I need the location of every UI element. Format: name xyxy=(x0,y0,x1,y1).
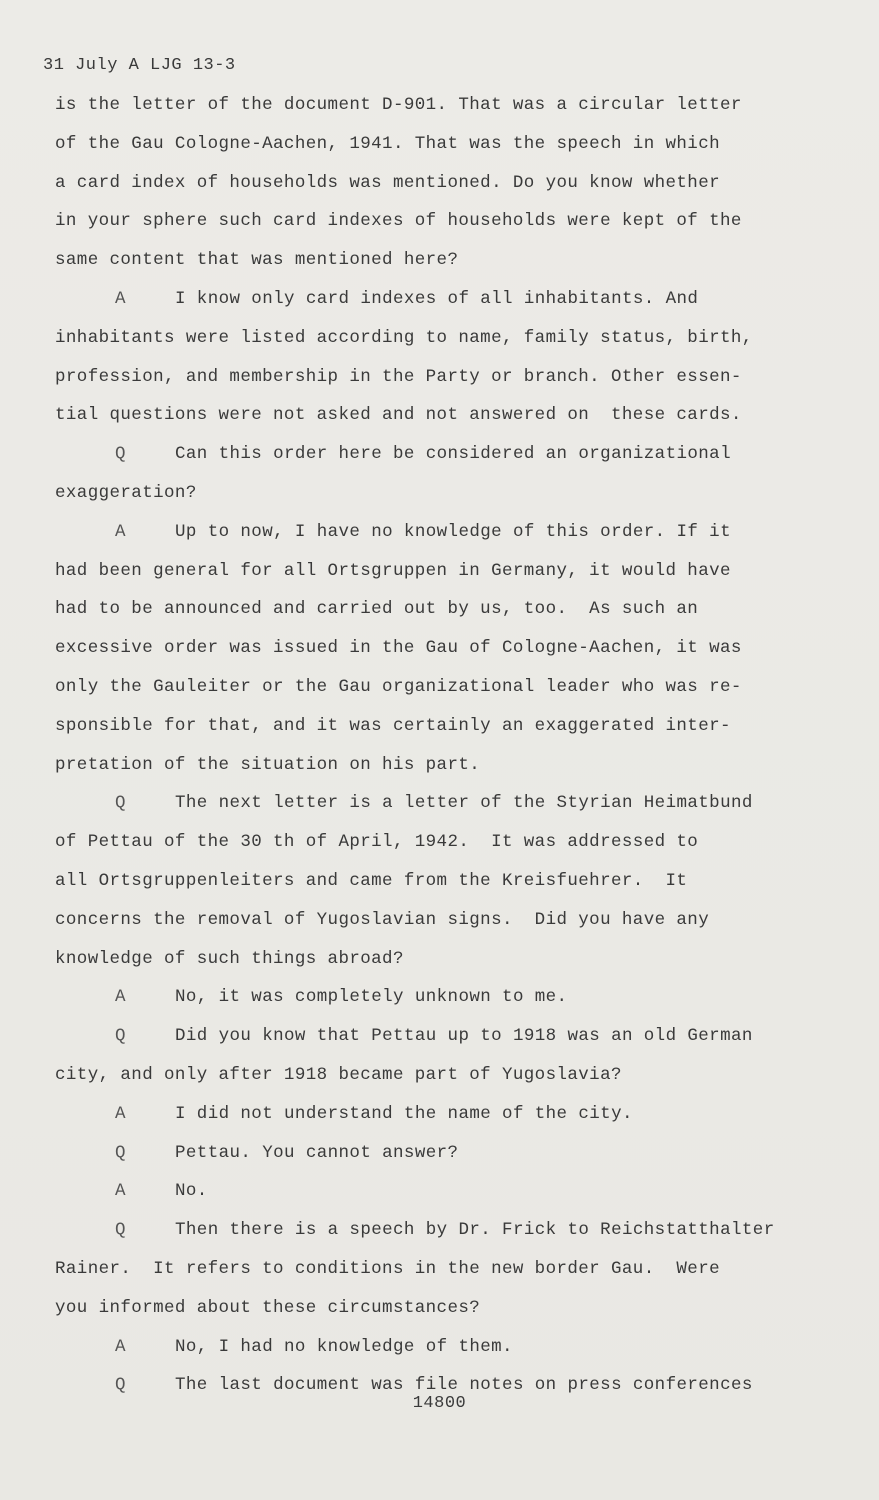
speaker-label: Q xyxy=(115,1220,126,1241)
line-text: No. xyxy=(175,1181,208,1202)
speaker-label: Q xyxy=(115,1142,126,1163)
transcript-line: city, and only after 1918 became part of Yugoslavia? xyxy=(55,1064,622,1085)
transcript-turn-line xyxy=(55,1328,845,1367)
transcript-line: a card index of households was mentioned. Do you know whether xyxy=(55,172,721,193)
line-text: No, it was completely unknown to me. xyxy=(175,987,568,1008)
transcript-line: of the Gau Cologne-Aachen, 1941. That was the speech in which xyxy=(55,133,721,154)
line-text: Did you know that Pettau up to 1918 was an old German xyxy=(175,1026,753,1047)
transcript-turn-line xyxy=(55,784,845,823)
transcript-turn-line xyxy=(55,1134,845,1173)
speaker-label: Q xyxy=(115,793,126,814)
transcript-body xyxy=(55,86,845,1405)
speaker-label: Q xyxy=(115,444,126,465)
transcript-line: excessive order was issued in the Gau of Cologne-Aachen, it was xyxy=(55,638,742,659)
page-header: 31 July A LJG 13-3 xyxy=(43,56,236,75)
transcript-line: of Pettau of the 30 th of April, 1942. It was addressed to xyxy=(55,832,699,853)
speaker-label: Q xyxy=(115,1375,126,1396)
transcript-line: sponsible for that, and it was certainly an exaggerated inter- xyxy=(55,715,731,736)
transcript-line: tial questions were not asked and not answered on these cards. xyxy=(55,405,742,426)
speaker-label: A xyxy=(115,1181,126,1202)
speaker-label: A xyxy=(115,1336,126,1357)
transcript-line: you informed about these circumstances? xyxy=(55,1297,481,1318)
transcript-line: inhabitants were listed according to name, family status, birth, xyxy=(55,327,753,348)
speaker-label: A xyxy=(115,1103,126,1124)
speaker-label: A xyxy=(115,521,126,542)
transcript-line: concerns the removal of Yugoslavian signs. Did you have any xyxy=(55,909,710,930)
line-text: I know only card indexes of all inhabitants. And xyxy=(175,288,699,309)
line-text: Can this order here be considered an organizational xyxy=(175,444,731,465)
transcript-line: only the Gauleiter or the Gau organizational leader who was re- xyxy=(55,676,742,697)
transcript-turn-line xyxy=(55,1095,845,1134)
line-text: Then there is a speech by Dr. Frick to Reichstatthalter xyxy=(175,1220,775,1241)
transcript-turn-line xyxy=(55,978,845,1017)
speaker-label: A xyxy=(115,288,126,309)
transcript-turn-line xyxy=(55,513,845,552)
transcript-line: in your sphere such card indexes of households were kept of the xyxy=(55,211,742,232)
transcript-line: exaggeration? xyxy=(55,482,197,503)
transcript-line: all Ortsgruppenleiters and came from the Kreisfuehrer. It xyxy=(55,870,688,891)
transcript-line: had to be announced and carried out by us, too. As such an xyxy=(55,599,699,620)
transcript-line: pretation of the situation on his part. xyxy=(55,754,481,775)
line-text: I did not understand the name of the city. xyxy=(175,1103,633,1124)
transcript-line: had been general for all Ortsgruppen in Germany, it would have xyxy=(55,560,731,581)
page-number: 14800 xyxy=(412,1394,467,1413)
line-text: Pettau. You cannot answer? xyxy=(175,1142,459,1163)
transcript-turn-line xyxy=(55,1017,845,1056)
transcript-line: knowledge of such things abroad? xyxy=(55,948,404,969)
line-text: The last document was file notes on press conferences xyxy=(175,1375,753,1396)
line-text: Up to now, I have no knowledge of this order. If it xyxy=(175,521,731,542)
line-text: No, I had no knowledge of them. xyxy=(175,1336,513,1357)
transcript-line: same content that was mentioned here? xyxy=(55,250,459,271)
speaker-label: Q xyxy=(115,1026,126,1047)
transcript-turn-line xyxy=(55,435,845,474)
transcript-line: is the letter of the document D-901. That was a circular letter xyxy=(55,95,742,115)
transcript-turn-line xyxy=(55,1172,845,1211)
transcript-line: Rainer. It refers to conditions in the new border Gau. Were xyxy=(55,1258,721,1279)
transcript-turn-line xyxy=(55,280,845,319)
transcript-turn-line xyxy=(55,1211,845,1250)
speaker-label: A xyxy=(115,987,126,1008)
line-text: The next letter is a letter of the Styrian Heimatbund xyxy=(175,793,753,814)
transcript-line: profession, and membership in the Party or branch. Other essen- xyxy=(55,366,742,387)
